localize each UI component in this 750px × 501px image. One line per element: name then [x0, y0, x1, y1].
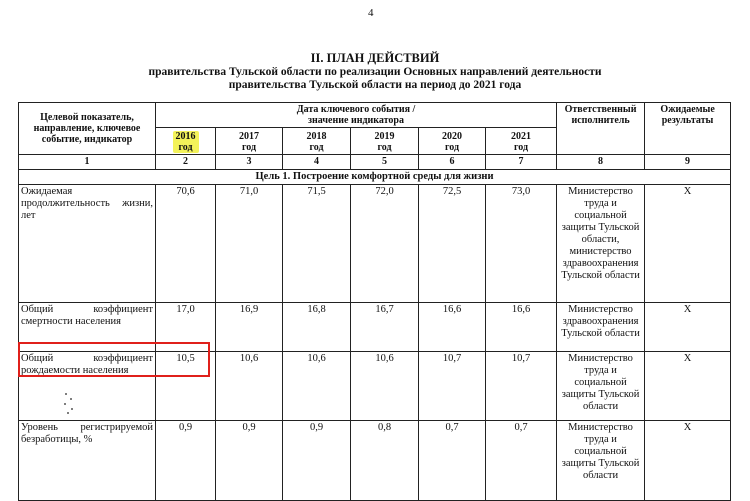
column-number: 4 [283, 155, 351, 170]
value-cell: 16,9 [216, 303, 283, 352]
column-number: 9 [645, 155, 731, 170]
value-cell: 10,6 [351, 352, 419, 421]
header-row-1 [19, 103, 731, 128]
value-cell: 17,0 [156, 303, 216, 352]
header-date-line-2: значение индикатора [308, 115, 404, 126]
indicator-cell: Общий коэффициент рождаемости населения [19, 352, 156, 421]
value-cell: 10,6 [283, 352, 351, 421]
value-cell: 0,9 [283, 421, 351, 501]
header-year-2017: 2017 год [216, 128, 283, 155]
goal-title: Цель 1. Построение комфортной среды для жизни [19, 170, 731, 185]
column-number: 2 [156, 155, 216, 170]
document-subtitle-line-1: правительства Тульской области по реализации Основных направлений деятельности [148, 66, 602, 78]
executor-cell: Министерство труда и социальной защиты Тульской области [557, 352, 645, 421]
value-cell: 16,7 [351, 303, 419, 352]
action-plan-table [18, 102, 731, 501]
column-number: 1 [19, 155, 156, 170]
header-executor: Ответственный исполнитель [557, 103, 645, 155]
column-number: 3 [216, 155, 283, 170]
indicator-cell: Уровень регистрируемой безработицы, % [19, 421, 156, 501]
value-cell: 10,7 [486, 352, 557, 421]
value-cell: 10,6 [216, 352, 283, 421]
header-date-group [156, 103, 557, 128]
scan-specks [62, 392, 76, 414]
value-cell: 71,0 [216, 185, 283, 303]
goal-row [19, 170, 731, 185]
value-cell: 10,5 [156, 352, 216, 421]
value-cell: 72,0 [351, 185, 419, 303]
indicator-cell: Общий коэффициент смертности населения [19, 303, 156, 352]
header-indicator: Целевой показатель, направление, ключевое событие, индикатор [19, 103, 156, 155]
header-year-2021: 2021 год [486, 128, 557, 155]
table-row [19, 185, 731, 303]
annotation-red-box [18, 342, 210, 377]
value-cell: 73,0 [486, 185, 557, 303]
value-cell: 0,7 [486, 421, 557, 501]
value-cell: 70,6 [156, 185, 216, 303]
value-cell: 71,5 [283, 185, 351, 303]
table-row [19, 421, 731, 501]
value-cell: 0,7 [419, 421, 486, 501]
column-number: 6 [419, 155, 486, 170]
executor-cell: Министерство труда и социальной защиты Тульской области [557, 421, 645, 501]
header-results: Ожидаемые результаты [645, 103, 731, 155]
value-cell: 16,8 [283, 303, 351, 352]
result-cell: Х [645, 185, 731, 303]
column-number-row [19, 155, 731, 170]
value-cell: 16,6 [486, 303, 557, 352]
result-cell: Х [645, 303, 731, 352]
header-year-2016: 2016 год [156, 128, 216, 155]
executor-cell: Министерство здравоохранения Тульской области [557, 303, 645, 352]
document-title: II. ПЛАН ДЕЙСТВИЙ [310, 51, 440, 65]
header-year-2019: 2019 год [351, 128, 419, 155]
executor-cell: Министерство труда и социальной защиты Тульской области, министерство здравоохранения Тульской области [557, 185, 645, 303]
indicator-cell: Ожидаемая продолжительность жизни, лет [19, 185, 156, 303]
value-cell: 0,9 [216, 421, 283, 501]
column-number: 8 [557, 155, 645, 170]
value-cell: 10,7 [419, 352, 486, 421]
value-cell: 72,5 [419, 185, 486, 303]
header-date-line-1: Дата ключевого события / [296, 104, 416, 115]
page-number: 4 [368, 7, 374, 19]
result-cell: Х [645, 352, 731, 421]
result-cell: Х [645, 421, 731, 501]
value-cell: 0,9 [156, 421, 216, 501]
header-year-2018: 2018 год [283, 128, 351, 155]
column-number: 7 [486, 155, 557, 170]
document-subtitle-line-2: правительства Тульской области на период до 2021 года [228, 79, 522, 91]
column-number: 5 [351, 155, 419, 170]
value-cell: 16,6 [419, 303, 486, 352]
header-year-2020: 2020 год [419, 128, 486, 155]
value-cell: 0,8 [351, 421, 419, 501]
